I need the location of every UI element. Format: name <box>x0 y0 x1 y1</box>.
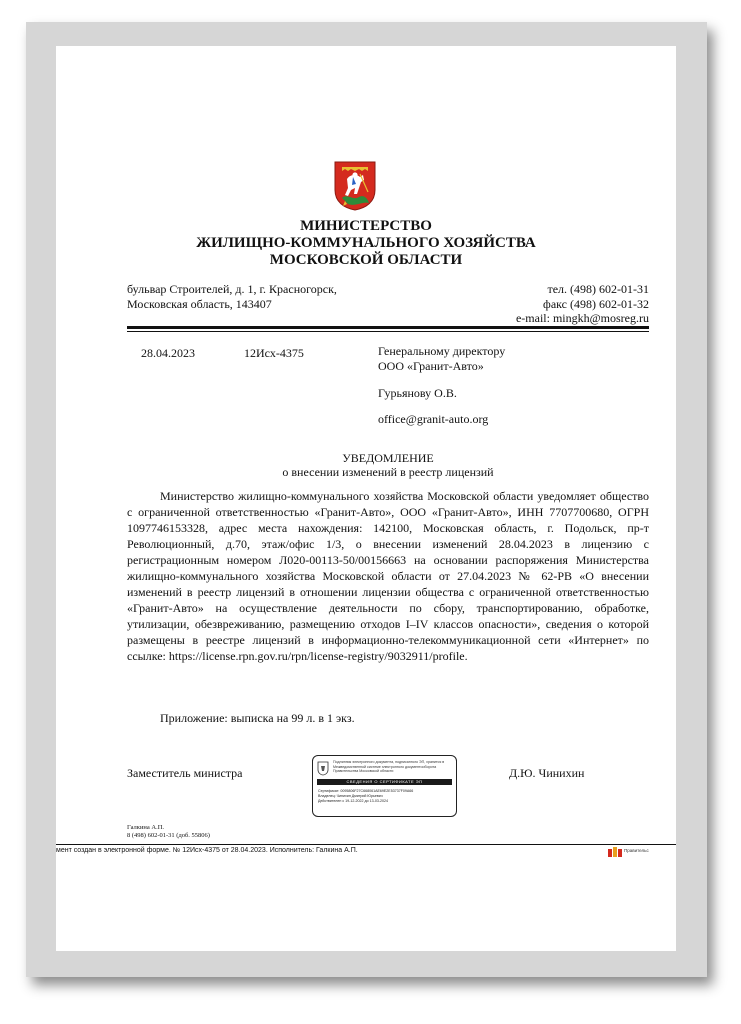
notice-body <box>127 488 649 664</box>
stamp-owner: Владелец: Чинихин Дмитрий Юрьевич <box>318 794 383 798</box>
contact-phone: тел. (498) 602-01-31 <box>547 282 649 296</box>
stamp-validity: Действителен с 19-12-2022 до 13-03-2024 <box>318 799 389 803</box>
government-logo-icon <box>608 847 622 857</box>
document-number: 12Исх-4375 <box>244 346 304 360</box>
contact-fax: факс (498) 602-01-32 <box>543 297 649 311</box>
footer-document-info: мент создан в электронной форме. № 12Исх-4375 от 28.04.2023. Исполнитель: Галкина А.П. <box>56 847 358 854</box>
signatory-position: Заместитель министра <box>127 766 243 780</box>
header-divider-thick <box>127 326 649 329</box>
attachment-note: Приложение: выписка на 99 л. в 1 экз. <box>160 711 355 725</box>
electronic-signature-stamp <box>312 755 457 817</box>
contact-email: e-mail: mingkh@mosreg.ru <box>515 311 649 325</box>
signatory-name: Д.Ю. Чинихин <box>509 766 585 780</box>
recipient-company: ООО «Гранит-Авто» <box>378 359 484 373</box>
ministry-name-line-3: МОСКОВСКОЙ ОБЛАСТИ <box>269 252 463 268</box>
document-page <box>56 46 676 951</box>
stamp-header-text: Подлинник электронного документа, подписанного ЭП, хранится в Межведомственной системе электронного документооборота Правительства Московской области <box>333 760 445 774</box>
footer-government-label: Правительс <box>624 848 649 853</box>
notice-paragraph: Министерство жилищно-коммунального хозяйства Московской области уведомляет общество с ограниченной ответственностью «Гранит-Авто», ООО «Гранит-Авто», ИНН 7707700680, ОГРН 1097746153328, адрес места нахождения: 142100, Московская область, г. Подольск, пр-т Революционный, д.70, этаж/офис 1/3, о внесении изменений 28.04.2023 в лицензию с регистрационным номером Л020-00113-50/00156663 на основании распоряжения Министерства жилищно-коммунального хозяйства Московской области от 27.04.2023 № 62-РВ «О внесении изменений в реестр лицензий в отношении лицензии общества с ограниченной ответственностью «Гранит-Авто» на осуществление деятельности по сбору, транспортированию, обработке, утилизации, обезвреживанию, размещению отходов I–IV классов опасности», сведения о которой размещены в реестре лицензий в информационно-телекоммуникационной сети «Интернет» по ссылке: https://license.rpn.gov.ru/rpn/license-registry/9032911/profile. <box>127 489 649 663</box>
executor-phone: 8 (498) 602-01-31 (доб. 55806) <box>127 832 210 839</box>
notice-title: УВЕДОМЛЕНИЕ <box>342 451 434 465</box>
document-date: 28.04.2023 <box>141 346 195 360</box>
address-region: Московская область, 143407 <box>127 297 272 311</box>
footer-divider <box>56 844 676 845</box>
stamp-emblem-icon <box>317 761 329 776</box>
recipient-position: Генеральному директору <box>378 344 506 358</box>
recipient-name: Гурьянову О.В. <box>378 386 457 400</box>
moscow-oblast-emblem-icon <box>333 160 377 212</box>
recipient-email: office@granit-auto.org <box>378 412 489 426</box>
stamp-certificate: Сертификат: 0095806F27C668061AE69E2E53737F09A66 <box>318 789 414 793</box>
header-divider-thin <box>127 331 649 332</box>
executor-name: Галкина А.П. <box>127 824 165 831</box>
address-street: бульвар Строителей, д. 1, г. Красногорск, <box>127 282 337 296</box>
notice-subtitle: о внесении изменений в реестр лицензий <box>282 465 494 479</box>
stamp-title: СВЕДЕНИЯ О СЕРТИФИКАТЕ ЭП <box>317 779 452 785</box>
ministry-name-line-2: ЖИЛИЩНО-КОММУНАЛЬНОГО ХОЗЯЙСТВА <box>196 235 536 251</box>
ministry-name-line-1: МИНИСТЕРСТВО <box>300 218 432 234</box>
